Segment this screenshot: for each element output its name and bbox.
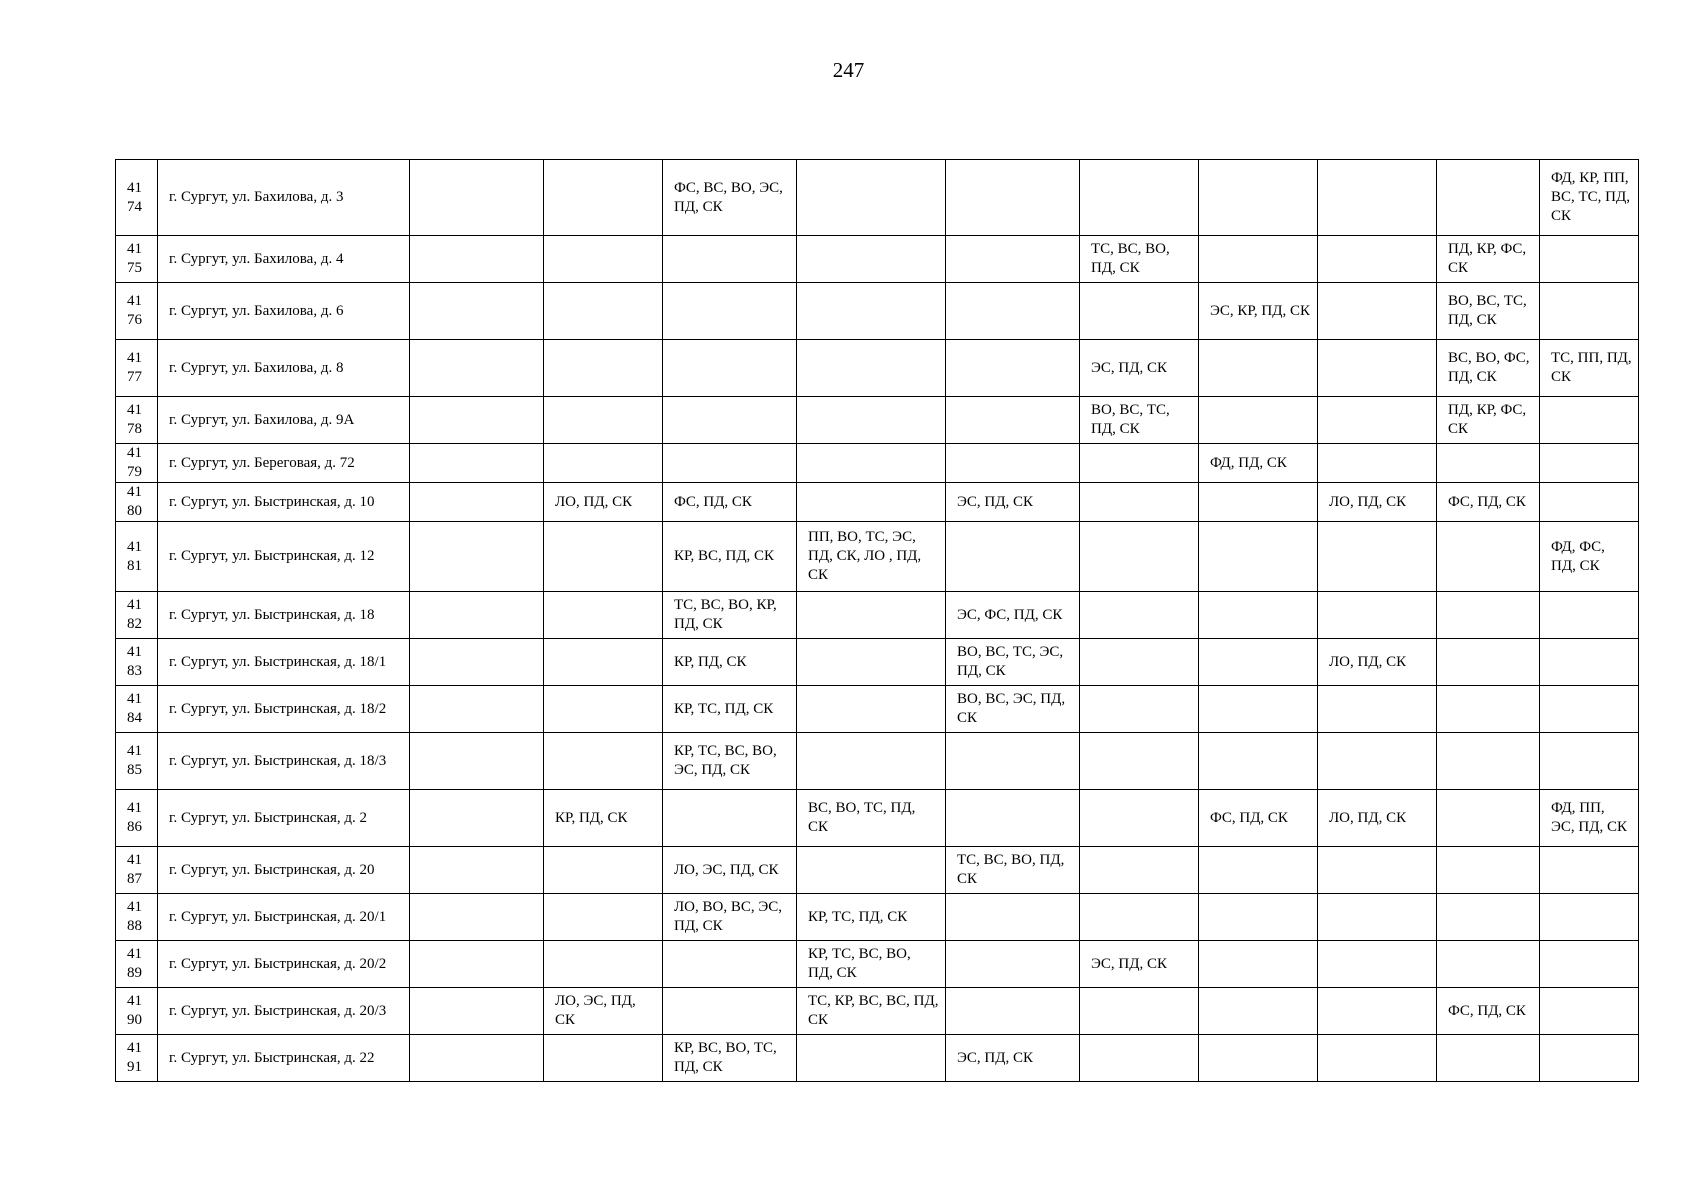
work-type-cell — [410, 790, 544, 847]
work-type-cell — [410, 592, 544, 639]
work-type-cell — [544, 236, 663, 283]
work-type-cell: ЭС, ФС, ПД, СК — [946, 592, 1080, 639]
work-type-cell — [1199, 894, 1318, 941]
work-type-cell — [1080, 686, 1199, 733]
work-type-cell: ЛО, ПД, СК — [1318, 790, 1437, 847]
work-type-cell — [663, 988, 797, 1035]
work-type-cell — [1080, 1035, 1199, 1082]
address-cell: г. Сургут, ул. Быстринская, д. 22 — [158, 1035, 410, 1082]
row-number: 41 87 — [116, 847, 158, 894]
work-type-cell: ЛО, ПД, СК — [1318, 639, 1437, 686]
work-type-cell — [544, 522, 663, 592]
work-type-cell: ТС, ВС, ВО, ПД, СК — [946, 847, 1080, 894]
work-type-cell — [797, 1035, 946, 1082]
work-type-cell — [1080, 483, 1199, 522]
work-type-cell: ЛО, ПД, СК — [544, 483, 663, 522]
work-type-cell: КР, ТС, ПД, СК — [797, 894, 946, 941]
work-type-cell — [1437, 160, 1540, 236]
table-row — [116, 340, 1639, 397]
work-type-cell: КР, ПД, СК — [663, 639, 797, 686]
work-type-cell — [1318, 340, 1437, 397]
work-type-cell — [1199, 686, 1318, 733]
row-number: 41 78 — [116, 397, 158, 444]
work-type-cell: ФД, ПД, СК — [1199, 444, 1318, 483]
work-type-cell — [797, 444, 946, 483]
work-type-cell — [946, 397, 1080, 444]
table-body — [116, 160, 1639, 1082]
work-type-cell — [1199, 639, 1318, 686]
work-type-cell — [1540, 592, 1639, 639]
work-type-cell — [1199, 733, 1318, 790]
work-type-cell: КР, ВС, ПД, СК — [663, 522, 797, 592]
work-type-cell — [1437, 639, 1540, 686]
work-type-cell — [1540, 988, 1639, 1035]
table-row — [116, 790, 1639, 847]
work-type-cell — [410, 894, 544, 941]
work-type-cell: ФС, ПД, СК — [1437, 483, 1540, 522]
work-type-cell — [946, 283, 1080, 340]
work-type-cell — [663, 236, 797, 283]
work-type-cell: ФС, ПД, СК — [1199, 790, 1318, 847]
work-type-cell — [1437, 522, 1540, 592]
row-number: 41 90 — [116, 988, 158, 1035]
work-type-cell: ЭС, ПД, СК — [946, 1035, 1080, 1082]
work-type-cell: ТС, КР, ВС, ВС, ПД, СК — [797, 988, 946, 1035]
work-type-cell: ТС, ВС, ВО, КР, ПД, СК — [663, 592, 797, 639]
work-type-cell — [544, 340, 663, 397]
work-type-cell — [544, 686, 663, 733]
address-cell: г. Сургут, ул. Быстринская, д. 12 — [158, 522, 410, 592]
table-row — [116, 283, 1639, 340]
work-type-cell — [1199, 483, 1318, 522]
work-type-cell: ЭС, ПД, СК — [946, 483, 1080, 522]
address-cell: г. Сургут, ул. Бахилова, д. 8 — [158, 340, 410, 397]
row-number: 41 84 — [116, 686, 158, 733]
work-type-cell — [1080, 790, 1199, 847]
work-type-cell — [1540, 941, 1639, 988]
work-type-cell: ЭС, ПД, СК — [1080, 941, 1199, 988]
work-type-cell — [797, 686, 946, 733]
work-type-cell — [1437, 941, 1540, 988]
work-schedule-table — [115, 159, 1639, 1082]
work-type-cell — [1540, 894, 1639, 941]
work-type-cell — [544, 1035, 663, 1082]
work-type-cell: ЭС, КР, ПД, СК — [1199, 283, 1318, 340]
table-row — [116, 686, 1639, 733]
work-type-cell: ЛО, ВО, ВС, ЭС, ПД, СК — [663, 894, 797, 941]
work-type-cell — [797, 397, 946, 444]
work-type-cell — [1437, 790, 1540, 847]
work-type-cell — [797, 236, 946, 283]
work-type-cell — [1199, 1035, 1318, 1082]
work-type-cell — [544, 444, 663, 483]
address-cell: г. Сургут, ул. Быстринская, д. 18/1 — [158, 639, 410, 686]
work-type-cell: КР, ПД, СК — [544, 790, 663, 847]
table-row — [116, 592, 1639, 639]
row-number: 41 74 — [116, 160, 158, 236]
work-type-cell — [1199, 592, 1318, 639]
table-row — [116, 894, 1639, 941]
work-type-cell — [946, 160, 1080, 236]
address-cell: г. Сургут, ул. Быстринская, д. 20/3 — [158, 988, 410, 1035]
work-type-cell — [946, 236, 1080, 283]
table-row — [116, 941, 1639, 988]
row-number: 41 77 — [116, 340, 158, 397]
work-type-cell — [544, 160, 663, 236]
work-type-cell — [1540, 847, 1639, 894]
work-type-cell — [1540, 1035, 1639, 1082]
work-type-cell — [663, 397, 797, 444]
work-type-cell — [1318, 592, 1437, 639]
work-type-cell — [1199, 236, 1318, 283]
work-type-cell: ФД, ФС, ПД, СК — [1540, 522, 1639, 592]
work-type-cell — [946, 790, 1080, 847]
address-cell: г. Сургут, ул. Бахилова, д. 3 — [158, 160, 410, 236]
work-type-cell — [410, 283, 544, 340]
work-type-cell — [410, 639, 544, 686]
work-type-cell — [946, 522, 1080, 592]
work-type-cell — [1540, 397, 1639, 444]
work-type-cell — [1199, 941, 1318, 988]
work-type-cell — [410, 733, 544, 790]
work-type-cell — [1318, 847, 1437, 894]
work-type-cell — [1318, 686, 1437, 733]
row-number: 41 86 — [116, 790, 158, 847]
table-row — [116, 160, 1639, 236]
table-row — [116, 988, 1639, 1035]
work-type-cell — [544, 639, 663, 686]
work-type-cell — [1540, 686, 1639, 733]
work-type-cell — [1318, 733, 1437, 790]
work-type-cell — [1437, 894, 1540, 941]
row-number: 41 81 — [116, 522, 158, 592]
address-cell: г. Сургут, ул. Быстринская, д. 10 — [158, 483, 410, 522]
work-type-cell: ЛО, ЭС, ПД, СК — [544, 988, 663, 1035]
work-type-cell — [1318, 444, 1437, 483]
table-row — [116, 397, 1639, 444]
address-cell: г. Сургут, ул. Береговая, д. 72 — [158, 444, 410, 483]
table-row — [116, 444, 1639, 483]
work-type-cell — [544, 592, 663, 639]
work-type-cell — [1080, 988, 1199, 1035]
work-type-cell — [410, 686, 544, 733]
work-type-cell — [1437, 686, 1540, 733]
work-type-cell: ПД, КР, ФС, СК — [1437, 397, 1540, 444]
work-type-cell — [544, 397, 663, 444]
work-type-cell — [1080, 160, 1199, 236]
address-cell: г. Сургут, ул. Быстринская, д. 18 — [158, 592, 410, 639]
work-type-cell — [410, 941, 544, 988]
work-type-cell: КР, ТС, ВС, ВО, ЭС, ПД, СК — [663, 733, 797, 790]
work-type-cell — [797, 639, 946, 686]
work-type-cell — [663, 283, 797, 340]
work-type-cell — [1199, 397, 1318, 444]
row-number: 41 79 — [116, 444, 158, 483]
work-type-cell — [410, 236, 544, 283]
work-type-cell — [544, 733, 663, 790]
work-type-cell: ФД, КР, ПП, ВС, ТС, ПД, СК — [1540, 160, 1639, 236]
work-type-cell — [1080, 847, 1199, 894]
work-type-cell: ВО, ВС, ТС, ПД, СК — [1437, 283, 1540, 340]
work-type-cell: ФС, ПД, СК — [1437, 988, 1540, 1035]
work-type-cell — [1318, 522, 1437, 592]
work-type-cell — [1318, 160, 1437, 236]
row-number: 41 85 — [116, 733, 158, 790]
work-type-cell — [1199, 522, 1318, 592]
work-type-cell: ВО, ВС, ЭС, ПД, СК — [946, 686, 1080, 733]
work-type-cell — [663, 941, 797, 988]
work-type-cell — [1080, 283, 1199, 340]
work-type-cell: ВС, ВО, ТС, ПД, СК — [797, 790, 946, 847]
work-type-cell: ЛО, ПД, СК — [1318, 483, 1437, 522]
work-type-cell — [663, 444, 797, 483]
work-type-cell: ПД, КР, ФС, СК — [1437, 236, 1540, 283]
work-type-cell: ФД, ПП, ЭС, ПД, СК — [1540, 790, 1639, 847]
work-type-cell — [1318, 988, 1437, 1035]
work-type-cell — [1199, 160, 1318, 236]
work-type-cell — [1540, 236, 1639, 283]
work-type-cell — [410, 160, 544, 236]
work-type-cell: ЭС, ПД, СК — [1080, 340, 1199, 397]
work-type-cell — [946, 988, 1080, 1035]
work-type-cell — [946, 733, 1080, 790]
work-type-cell — [1437, 1035, 1540, 1082]
table-row — [116, 847, 1639, 894]
work-type-cell — [946, 340, 1080, 397]
work-type-cell — [1540, 639, 1639, 686]
work-type-cell: ФС, ПД, СК — [663, 483, 797, 522]
work-type-cell — [544, 894, 663, 941]
table-row — [116, 522, 1639, 592]
work-type-cell — [1540, 733, 1639, 790]
address-cell: г. Сургут, ул. Быстринская, д. 18/3 — [158, 733, 410, 790]
work-type-cell — [1199, 340, 1318, 397]
table-row — [116, 236, 1639, 283]
work-type-cell: ЛО, ЭС, ПД, СК — [663, 847, 797, 894]
work-type-cell — [946, 444, 1080, 483]
table-row — [116, 733, 1639, 790]
address-cell: г. Сургут, ул. Быстринская, д. 2 — [158, 790, 410, 847]
work-type-cell — [1080, 522, 1199, 592]
work-type-cell — [1437, 592, 1540, 639]
work-type-cell: КР, ВС, ВО, ТС, ПД, СК — [663, 1035, 797, 1082]
work-type-cell: ВС, ВО, ФС, ПД, СК — [1437, 340, 1540, 397]
work-type-cell — [1318, 941, 1437, 988]
work-type-cell — [946, 941, 1080, 988]
work-type-cell: КР, ТС, ВС, ВО, ПД, СК — [797, 941, 946, 988]
work-type-cell — [410, 1035, 544, 1082]
work-type-cell — [1540, 283, 1639, 340]
work-type-cell: ТС, ВС, ВО, ПД, СК — [1080, 236, 1199, 283]
work-type-cell — [1318, 236, 1437, 283]
work-type-cell — [663, 340, 797, 397]
work-type-cell: ФС, ВС, ВО, ЭС, ПД, СК — [663, 160, 797, 236]
work-type-cell — [1437, 847, 1540, 894]
page-number: 247 — [832, 58, 865, 82]
work-type-cell — [797, 847, 946, 894]
row-number: 41 88 — [116, 894, 158, 941]
address-cell: г. Сургут, ул. Быстринская, д. 20 — [158, 847, 410, 894]
work-type-cell — [797, 160, 946, 236]
work-type-cell — [1080, 733, 1199, 790]
address-cell: г. Сургут, ул. Быстринская, д. 20/1 — [158, 894, 410, 941]
table-row — [116, 1035, 1639, 1082]
work-type-cell — [544, 941, 663, 988]
work-type-cell — [1540, 444, 1639, 483]
work-type-cell — [1080, 894, 1199, 941]
row-number: 41 83 — [116, 639, 158, 686]
work-type-cell — [946, 894, 1080, 941]
work-type-cell — [410, 988, 544, 1035]
work-type-cell: ТС, ПП, ПД, СК — [1540, 340, 1639, 397]
work-type-cell — [797, 483, 946, 522]
work-type-cell — [410, 340, 544, 397]
work-type-cell — [1318, 1035, 1437, 1082]
work-type-cell: ВО, ВС, ТС, ПД, СК — [1080, 397, 1199, 444]
work-type-cell — [410, 847, 544, 894]
row-number: 41 76 — [116, 283, 158, 340]
address-cell: г. Сургут, ул. Быстринская, д. 20/2 — [158, 941, 410, 988]
work-type-cell — [1199, 988, 1318, 1035]
row-number: 41 91 — [116, 1035, 158, 1082]
address-cell: г. Сургут, ул. Бахилова, д. 9А — [158, 397, 410, 444]
work-type-cell — [1080, 592, 1199, 639]
work-type-cell — [410, 522, 544, 592]
address-cell: г. Сургут, ул. Быстринская, д. 18/2 — [158, 686, 410, 733]
work-type-cell: КР, ТС, ПД, СК — [663, 686, 797, 733]
work-type-cell — [1199, 847, 1318, 894]
work-type-cell — [1540, 483, 1639, 522]
work-type-cell — [410, 444, 544, 483]
work-type-cell — [1437, 444, 1540, 483]
work-type-cell — [1080, 639, 1199, 686]
table-row — [116, 639, 1639, 686]
table-row — [116, 483, 1639, 522]
work-type-cell — [663, 790, 797, 847]
work-type-cell — [410, 397, 544, 444]
work-type-cell — [1318, 397, 1437, 444]
work-type-cell — [797, 592, 946, 639]
work-type-cell — [1318, 283, 1437, 340]
work-type-cell — [797, 340, 946, 397]
work-type-cell: ВО, ВС, ТС, ЭС, ПД, СК — [946, 639, 1080, 686]
row-number: 41 82 — [116, 592, 158, 639]
address-cell: г. Сургут, ул. Бахилова, д. 4 — [158, 236, 410, 283]
work-type-cell — [544, 283, 663, 340]
work-type-cell: ПП, ВО, ТС, ЭС, ПД, СК, ЛО , ПД, СК — [797, 522, 946, 592]
row-number: 41 89 — [116, 941, 158, 988]
work-type-cell — [797, 733, 946, 790]
work-type-cell — [1080, 444, 1199, 483]
work-type-cell — [544, 847, 663, 894]
work-type-cell — [797, 283, 946, 340]
address-cell: г. Сургут, ул. Бахилова, д. 6 — [158, 283, 410, 340]
row-number: 41 80 — [116, 483, 158, 522]
work-type-cell — [410, 483, 544, 522]
work-type-cell — [1437, 733, 1540, 790]
work-type-cell — [1318, 894, 1437, 941]
row-number: 41 75 — [116, 236, 158, 283]
